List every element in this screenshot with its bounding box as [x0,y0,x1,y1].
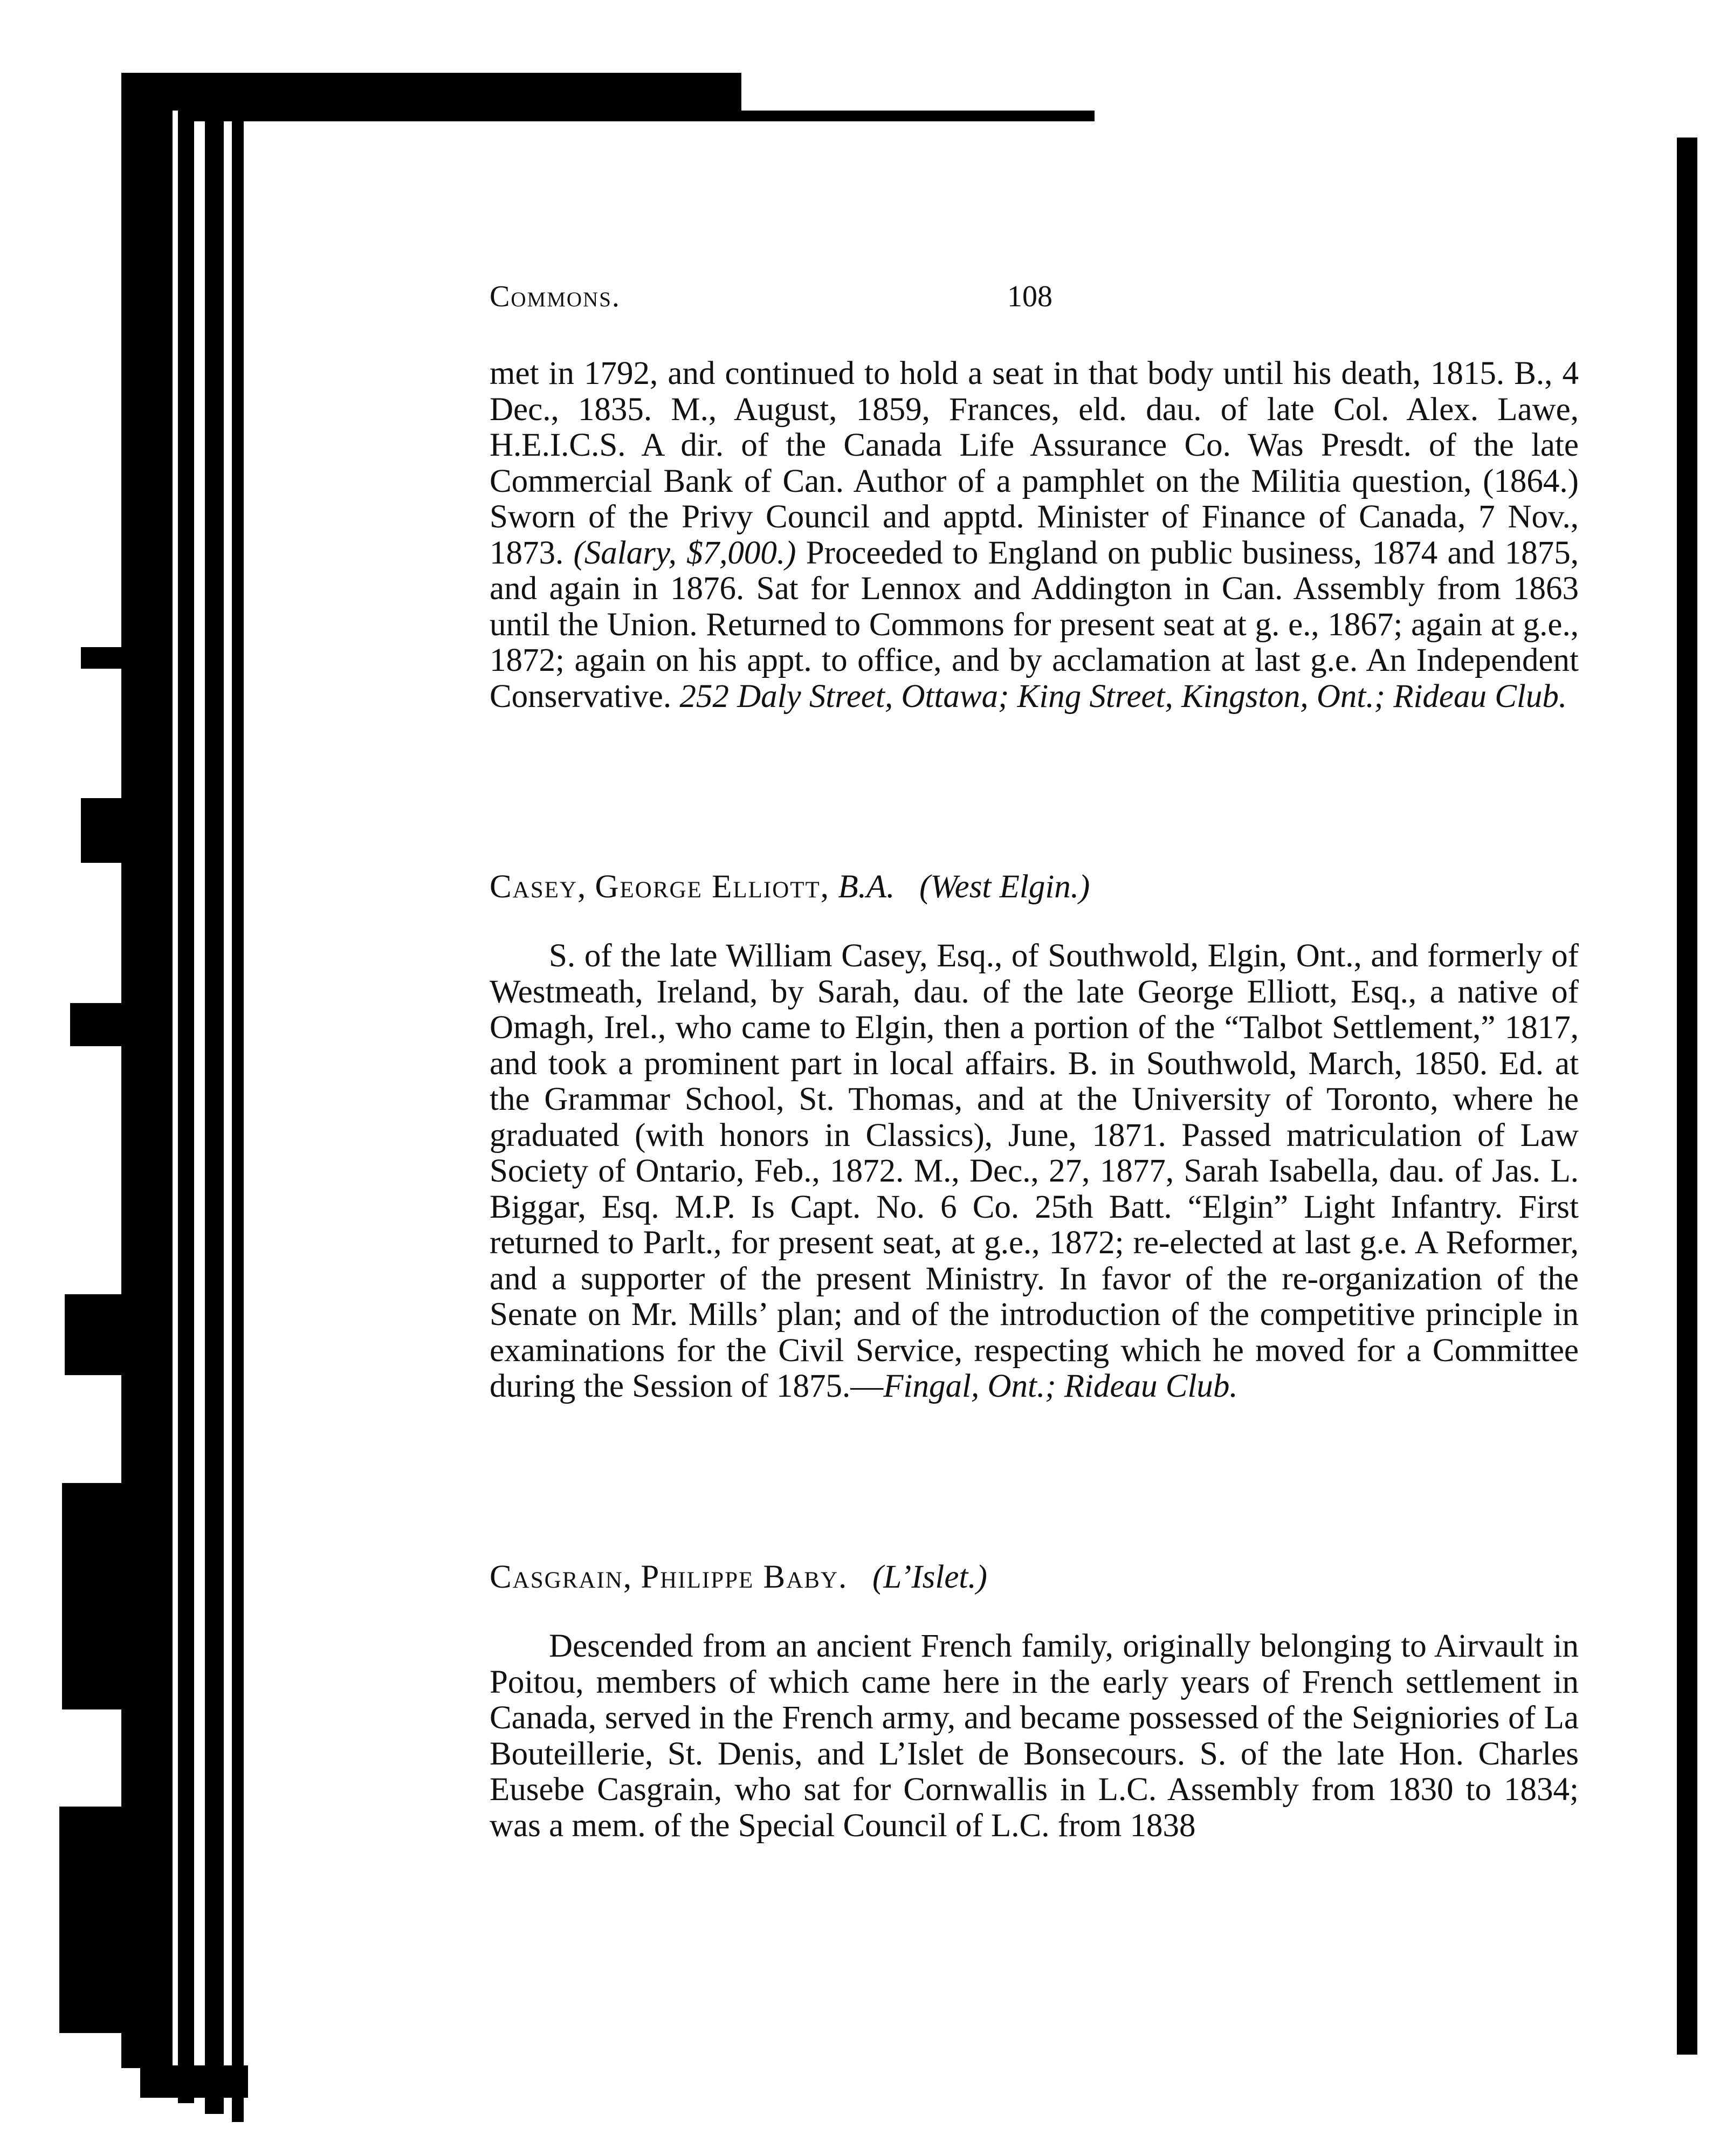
running-head: Commons. [490,280,621,313]
entry-body-casey [490,938,1579,1405]
continued-line: dau. of late Col. Alex. Lawe, H.E.I.C.S. A dir. of the Canada Life [490,391,1579,463]
entry-body-casgrain [490,1629,1579,1844]
entry-riding: (West Elgin.) [919,869,1090,905]
continued-line: Assurance Co. Was Presdt. of the late Commercial Bank of Can. [490,427,1579,499]
entry-heading-casey [490,868,1579,906]
salary-note: (Salary, $7,000.) [573,534,796,571]
entry-body-text: Descended from an ancient French family, originally belonging to Airvault in Poitou, members of which came here in the early years of French settlement in Canada, served in the French army, and became possessed of the Seigniories of La Bouteillerie, St. Denis, and L’Islet de Bonsecours. S. of the late Hon. Charles Eusebe Casgrain, who sat for Cornwallis in L.C. Assembly from 1830 to 1834; was a mem. of the Special Council of L.C. from 1838 [490,1628,1579,1844]
continued-paragraph [490,356,1579,715]
continued-line: Author of a pamphlet on the Militia question, (1864.) Sworn of [490,463,1579,535]
entry-given-name: Philippe Baby. [641,1559,848,1595]
entry-body-text: S. of the late William Casey, Esq., of Southwold, Elgin, Ont., and formerly of Westmeath, Ireland, by Sarah, dau. of the late George Elliott, Esq., a native of Omagh, Irel., who came to Elgin, then a portion of the “Talbot Settlement,” 1817, and took a prominent part in local affairs. B. in Southwold, March, 1850. Ed. at the Grammar School, St. Thomas, and at the University of Toronto, where he graduated (with honors in Classics), June, 1871. Passed matriculation of Law Society of Ontario, Feb., 1872. M., Dec., 27, 1877, Sarah Isabella, dau. of Jas. L. Biggar, Esq. M.P. Is Capt. No. 6 Co. 25th Batt. “Elgin” Light Infantry. First returned to Parlt., for present seat, at g.e., 1872; re-elected at last g.e. A Reformer, and a supporter of the present Ministry. In favor of the re-organization of the Senate on Mr. Mills’ plan; and of the introduction of the competitive principle in examinations for the Civil Service, respecting which he moved for a Committee during the Session of 1875.— [490,938,1579,1404]
continued-line: met in 1792, and continued to hold a seat in that body until his [490,355,1332,392]
right-page-edge [1677,138,1697,2055]
continued-line: again on his appt. to office, and by acclamation at last g.e. An [574,642,1406,678]
entry-surname: Casey, [490,869,587,905]
continued-line: Nov., 1873. [490,499,1579,571]
continued-line: the Privy Council and apptd. Minister of Finance of Canada, 7 [628,499,1495,535]
continued-line: Independent Conservative. [490,642,1579,715]
entry-surname: Casgrain, [490,1559,633,1595]
continued-line: to Commons for present seat at g. e., 1867; again at g.e., 1872; [490,606,1579,678]
continued-line: Proceeded to England on public [806,534,1233,571]
address: 252 Daly Street, Ottawa; King Street, Kingston, Ont.; Rideau Club. [679,678,1567,715]
entry-degree: B.A. [838,869,895,905]
entry-riding: (L’Islet.) [872,1559,987,1595]
continued-line: business, 1874 and 1875, and again in 1876. Sat for Lennox and [490,534,1579,607]
entry-given-name: George Elliott, [595,869,830,905]
entry-heading-casgrain [490,1558,1579,1596]
address: Fingal, Ont.; Rideau Club. [883,1368,1238,1404]
continued-line: Addington in Can. Assembly from 1863 until the Union. Returned [490,571,1579,643]
page-header [490,279,1579,317]
page-number: 108 [1007,280,1052,313]
continued-line: death, 1815. B., 4 Dec., 1835. M., August, 1859, Frances, eld. [490,355,1579,428]
